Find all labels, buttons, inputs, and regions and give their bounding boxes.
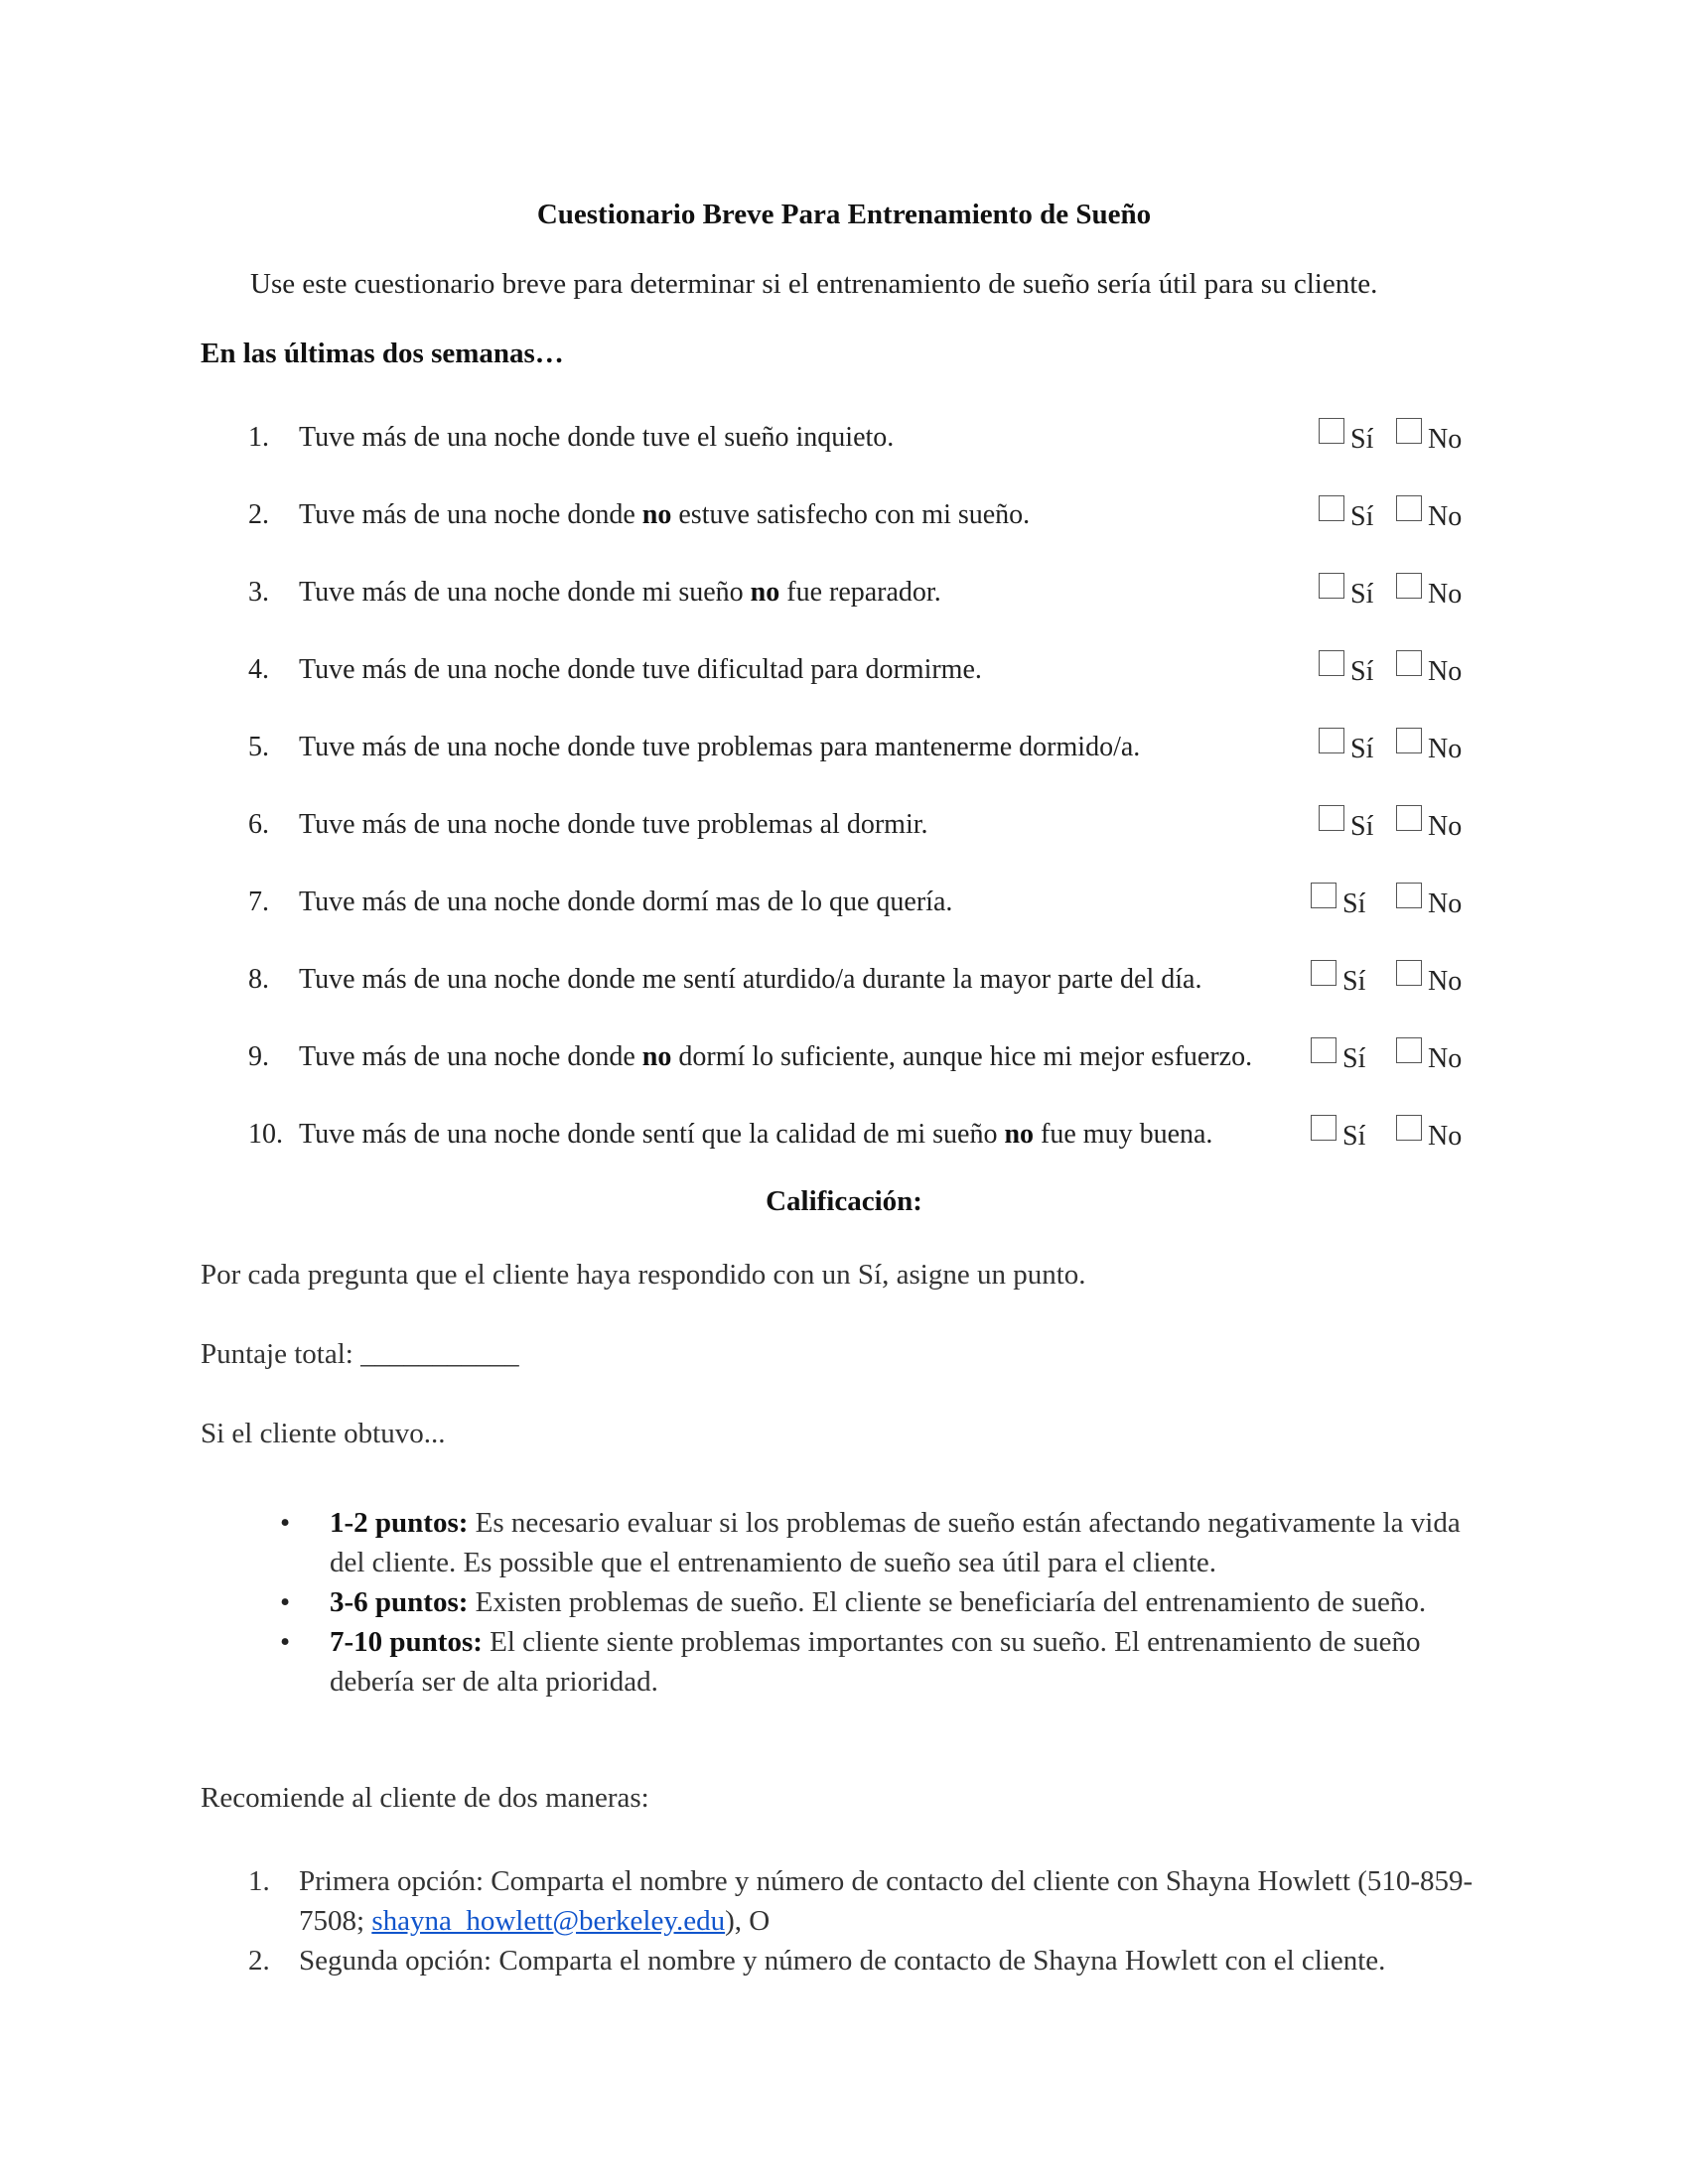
question-text-part: dormí lo suficiente, aunque hice mi mejor esfuerzo. — [671, 1041, 1253, 1072]
yes-checkbox[interactable] — [1319, 495, 1344, 521]
no-checkbox[interactable] — [1396, 1037, 1422, 1063]
score-range: 3-6 puntos: — [330, 1586, 469, 1618]
no-checkbox[interactable] — [1396, 1115, 1422, 1141]
no-option[interactable] — [1396, 650, 1462, 688]
no-label: No — [1428, 1043, 1463, 1074]
yes-checkbox[interactable] — [1319, 573, 1344, 599]
question-row — [0, 887, 1688, 926]
scoring-instruction: Por cada pregunta que el cliente haya respondido con un Sí, asigne un punto. — [201, 1259, 1086, 1291]
yes-option[interactable] — [1319, 728, 1373, 765]
score-bullet — [280, 1622, 1472, 1702]
no-label: No — [1428, 966, 1463, 997]
list-number: 1. — [248, 1865, 270, 1897]
yes-checkbox[interactable] — [1319, 418, 1344, 444]
yes-checkbox[interactable] — [1319, 650, 1344, 676]
question-row — [0, 964, 1688, 1004]
yes-label: Sí — [1342, 1121, 1366, 1152]
recommend-text: Segunda opción: Comparta el nombre y número de contacto de Shayna Howlett con el cliente. — [299, 1945, 1386, 1977]
question-row — [0, 422, 1688, 462]
question-text — [299, 732, 1140, 763]
question-number: 7. — [248, 887, 269, 917]
no-checkbox[interactable] — [1396, 573, 1422, 599]
question-emphasis: no — [750, 577, 780, 608]
question-emphasis: no — [641, 499, 672, 530]
no-checkbox[interactable] — [1396, 418, 1422, 444]
question-number: 3. — [248, 577, 269, 608]
yes-option[interactable] — [1311, 1037, 1365, 1075]
question-text-part: Tuve más de una noche donde sentí que la calidad de mi sueño — [299, 1119, 1005, 1150]
no-checkbox[interactable] — [1396, 650, 1422, 676]
question-text — [299, 964, 1201, 996]
recommend-label: Recomiende al cliente de dos maneras: — [201, 1782, 649, 1814]
lead-heading: En las últimas dos semanas… — [201, 338, 564, 369]
no-checkbox[interactable] — [1396, 883, 1422, 908]
question-text — [299, 887, 952, 918]
no-option[interactable] — [1396, 1115, 1462, 1153]
question-text — [299, 499, 1030, 531]
score-description: Existen problemas de sueño. El cliente se beneficiaría del entrenamiento de sueño. — [468, 1586, 1427, 1618]
question-row — [0, 577, 1688, 616]
score-bullet — [280, 1582, 1472, 1622]
score-range: 7-10 puntos: — [330, 1626, 483, 1658]
no-checkbox[interactable] — [1396, 728, 1422, 753]
yes-label: Sí — [1342, 1043, 1366, 1074]
score-description: Es necesario evaluar si los problemas de sueño están afectando negativamente la vida del cliente. Es possible que el entrenamiento de sueño sea útil para el cliente. — [330, 1507, 1461, 1578]
question-text — [299, 1119, 1212, 1151]
yes-checkbox[interactable] — [1319, 805, 1344, 831]
question-text-part: Tuve más de una noche donde — [299, 1041, 642, 1072]
question-text — [299, 1041, 1252, 1073]
page-title: Cuestionario Breve Para Entrenamiento de Sueño — [536, 199, 1152, 230]
if-client-label: Si el cliente obtuvo... — [201, 1418, 446, 1449]
question-row — [0, 809, 1688, 849]
question-text-part: estuve satisfecho con mi sueño. — [671, 499, 1031, 530]
question-row — [0, 1119, 1688, 1159]
question-number: 4. — [248, 654, 269, 685]
question-text — [299, 577, 941, 609]
yes-label: Sí — [1350, 501, 1374, 532]
score-bullets — [280, 1503, 1472, 1702]
no-label: No — [1428, 424, 1463, 455]
question-number: 8. — [248, 964, 269, 995]
yes-option[interactable] — [1319, 495, 1373, 533]
yes-label: Sí — [1350, 656, 1374, 687]
yes-checkbox[interactable] — [1311, 1115, 1336, 1141]
yes-label: Sí — [1350, 734, 1374, 764]
no-option[interactable] — [1396, 883, 1462, 920]
question-text — [299, 809, 928, 841]
question-text-part: Tuve más de una noche donde dormí mas de lo que quería. — [299, 887, 953, 917]
recommend-text-end: ), O — [725, 1905, 771, 1937]
no-label: No — [1428, 888, 1463, 919]
question-row — [0, 654, 1688, 694]
no-label: No — [1428, 501, 1463, 532]
score-bullet — [280, 1503, 1472, 1582]
no-label: No — [1428, 656, 1463, 687]
no-option[interactable] — [1396, 805, 1462, 843]
no-option[interactable] — [1396, 1037, 1462, 1075]
no-label: No — [1428, 1121, 1463, 1152]
list-number: 2. — [248, 1945, 270, 1977]
yes-option[interactable] — [1319, 573, 1373, 611]
question-number: 2. — [248, 499, 269, 530]
question-text-part: Tuve más de una noche donde tuve problemas para mantenerme dormido/a. — [299, 732, 1141, 762]
recommend-item — [248, 1941, 1489, 1980]
question-text-part: Tuve más de una noche donde tuve dificultad para dormirme. — [299, 654, 982, 685]
question-text-part: Tuve más de una noche donde tuve el sueño inquieto. — [299, 422, 895, 453]
recommend-item — [248, 1861, 1489, 1941]
score-description: El cliente siente problemas importantes con su sueño. El entrenamiento de sueño debería ser de alta prioridad. — [330, 1626, 1421, 1698]
recommend-text: Primera opción: Comparta el nombre y número de contacto del cliente con Shayna Howlett (510-859-7508; — [299, 1865, 1474, 1937]
yes-checkbox[interactable] — [1311, 960, 1336, 986]
question-text-part: Tuve más de una noche donde — [299, 499, 642, 530]
score-range: 1-2 puntos: — [330, 1507, 469, 1539]
yes-checkbox[interactable] — [1319, 728, 1344, 753]
no-label: No — [1428, 579, 1463, 610]
question-number: 9. — [248, 1041, 269, 1072]
yes-label: Sí — [1350, 579, 1374, 610]
yes-option[interactable] — [1311, 960, 1365, 998]
no-label: No — [1428, 734, 1463, 764]
yes-option[interactable] — [1311, 1115, 1365, 1153]
question-text-part: fue reparador. — [779, 577, 941, 608]
yes-option[interactable] — [1319, 418, 1373, 456]
no-option[interactable] — [1396, 573, 1462, 611]
question-text-part: fue muy buena. — [1034, 1119, 1213, 1150]
question-number: 1. — [248, 422, 269, 453]
yes-label: Sí — [1350, 424, 1374, 455]
question-text-part: Tuve más de una noche donde mi sueño — [299, 577, 751, 608]
no-checkbox[interactable] — [1396, 495, 1422, 521]
recommend-list — [248, 1861, 1489, 1980]
yes-label: Sí — [1342, 966, 1366, 997]
yes-checkbox[interactable] — [1311, 1037, 1336, 1063]
yes-option[interactable] — [1319, 650, 1373, 688]
question-text — [299, 422, 894, 454]
total-score-label: Puntaje total: ___________ — [201, 1338, 519, 1370]
question-number: 6. — [248, 809, 269, 840]
yes-label: Sí — [1342, 888, 1366, 919]
no-label: No — [1428, 811, 1463, 842]
no-option[interactable] — [1396, 728, 1462, 765]
no-option[interactable] — [1396, 418, 1462, 456]
yes-label: Sí — [1350, 811, 1374, 842]
no-option[interactable] — [1396, 960, 1462, 998]
scoring-title: Calificación: — [766, 1185, 922, 1217]
question-row — [0, 1041, 1688, 1081]
yes-checkbox[interactable] — [1311, 883, 1336, 908]
question-row — [0, 499, 1688, 539]
question-number: 10. — [248, 1119, 283, 1150]
question-text-part: Tuve más de una noche donde tuve problemas al dormir. — [299, 809, 928, 840]
question-text — [299, 654, 982, 686]
yes-option[interactable] — [1319, 805, 1373, 843]
no-option[interactable] — [1396, 495, 1462, 533]
no-checkbox[interactable] — [1396, 805, 1422, 831]
email-link[interactable]: shayna_howlett@berkeley.edu — [371, 1905, 726, 1937]
question-text-part: Tuve más de una noche donde me sentí aturdido/a durante la mayor parte del día. — [299, 964, 1202, 995]
no-checkbox[interactable] — [1396, 960, 1422, 986]
yes-option[interactable] — [1311, 883, 1365, 920]
question-row — [0, 732, 1688, 771]
question-number: 5. — [248, 732, 269, 762]
question-emphasis: no — [641, 1041, 672, 1072]
question-emphasis: no — [1004, 1119, 1035, 1150]
intro-text: Use este cuestionario breve para determinar si el entrenamiento de sueño sería útil para su cliente. — [250, 268, 1378, 300]
